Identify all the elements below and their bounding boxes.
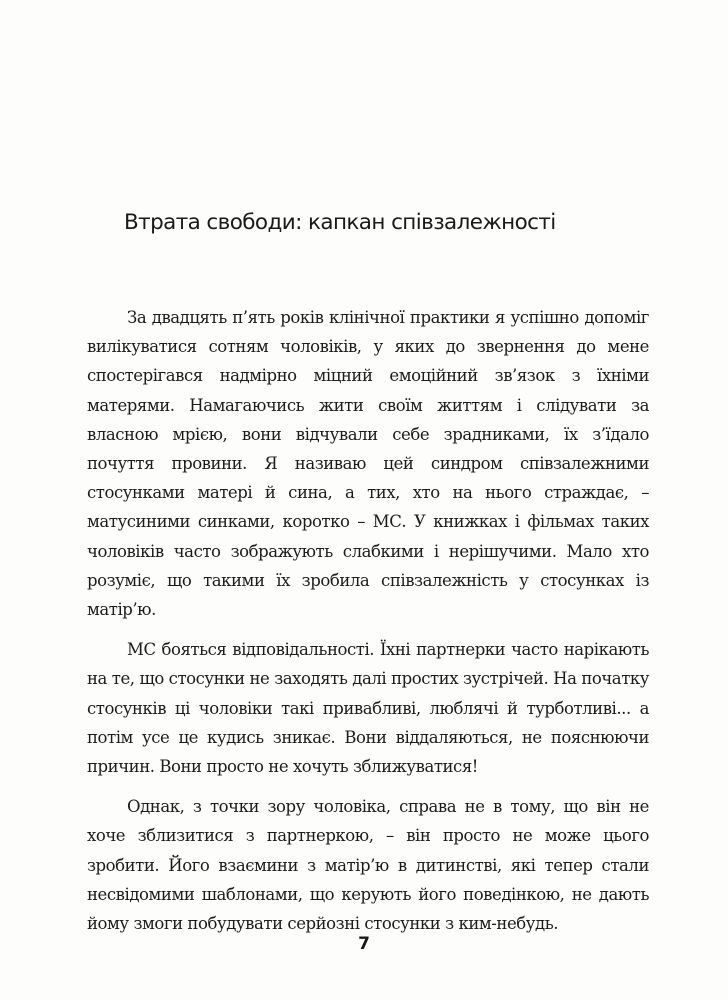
paragraph-2: МС бояться відповідальності. Їхні партнерки часто нарікають на те, що стосунки не заходять далі простих зустрічей. На початку стосунків ці чоловіки такі привабливі, люблячі й турботливі... а потім усе це кудись зникає. Вони віддаляються, не пояснюючи причин. Вони просто не хочуть зближуватися! (87, 640, 649, 777)
page-number: 7 (358, 934, 370, 954)
chapter-title: Втрата свободи: капкан співзалежності (124, 210, 556, 235)
paragraph-3: Однак, з точки зору чоловіка, справа не в тому, що він не хоче зблизитися з партнеркою, – він просто не може цього зробити. Його взаємини з матір’ю в дитинстві, які тепер стали несвідомими шаблонами, що керують його поведінкою, не дають йому змоги побудувати серйозні стосунки з ким-небудь. (87, 797, 649, 934)
body-text (87, 303, 649, 938)
paragraph-1: За двадцять п’ять років клінічної практики я успішно допоміг вилікуватися сотням чоловіків, у яких до звернення до мене спостерігався надмірно міцний емоційний зв’язок з їхніми матерями. Намагаючись жити своїм життям і слідувати за власною мрією, вони відчували себе зрадниками, їх з’їдало почуття провини. Я називаю цей синдром співзалежними стосунками матері й сина, а тих, хто на нього страждає, – матусиними синками, коротко – МС. У книжках і фільмах таких чоловіків часто зображують слабкими і нерішучими. Мало хто розуміє, що такими їх зробила співзалежність у стосунках із матір’ю. (87, 308, 649, 620)
